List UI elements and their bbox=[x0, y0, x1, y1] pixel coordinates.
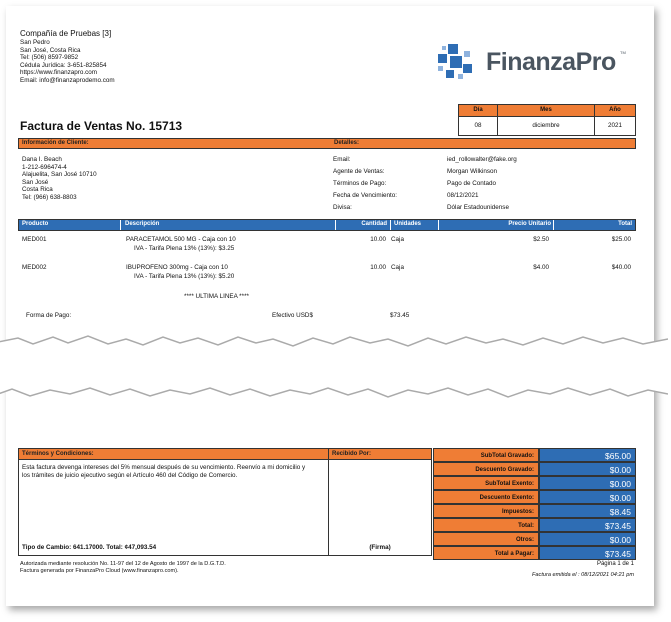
company-line: Email: info@finanzaprodemo.com bbox=[20, 76, 115, 84]
invoice-sheet bbox=[6, 6, 654, 606]
summary-value: $0.00 bbox=[539, 490, 636, 504]
company-line: Tel: (506) 8597-9852 bbox=[20, 54, 79, 62]
footer-generated: Factura generada por FinanzaPro Cloud (www.finanzapro.com). bbox=[20, 568, 179, 574]
terms-text: Esta factura devenga intereses del 5% mensual después de su vencimiento. Reenvío a mi domicilio y los trámites de juicio ejecutivo según el Artículo 460 del Código de Comercio. bbox=[22, 464, 306, 479]
signature-label: (Firma) bbox=[369, 544, 391, 551]
client-line: 1-212-696474-4 bbox=[22, 163, 67, 171]
invoice-title: Factura de Ventas No. 15713 bbox=[20, 119, 183, 133]
finanzapro-logo bbox=[434, 40, 634, 88]
summary-label: Descuento Gravado: bbox=[433, 462, 539, 476]
month-header: Mes bbox=[497, 104, 595, 117]
item-product: MED001 bbox=[22, 236, 47, 243]
summary-label: Total: bbox=[433, 518, 539, 532]
item-total: $40.00 bbox=[611, 264, 631, 271]
terms-header: Términos y Condiciones: bbox=[18, 448, 329, 460]
summary-label: Impuestos: bbox=[433, 504, 539, 518]
client-line: Alajuelita, San José 10710 bbox=[22, 171, 97, 179]
summary-value: $0.00 bbox=[539, 532, 636, 546]
client-line: Tel: (966) 638-8803 bbox=[22, 193, 77, 201]
received-box bbox=[328, 459, 432, 556]
col-price: Precio Unitario bbox=[508, 221, 551, 227]
day-value: 08 bbox=[458, 116, 498, 136]
details-row: Términos de Pago: Pago de Contado bbox=[333, 180, 497, 187]
summary-label: Otros: bbox=[433, 532, 539, 546]
item-unit: Caja bbox=[391, 236, 404, 243]
payment-amount: $73.45 bbox=[390, 312, 410, 319]
details-info bbox=[333, 156, 633, 216]
day-header: Día bbox=[458, 104, 498, 117]
company-line: https://www.finanzapro.com bbox=[20, 69, 97, 77]
summary-value: $0.00 bbox=[539, 476, 636, 490]
footer-authorization: Autorizada mediante resolución No. 11-97 del 12 de Agosto de 1997 de la D.G.T.D. bbox=[20, 561, 226, 567]
year-value: 2021 bbox=[594, 116, 636, 136]
last-line-marker: **** ULTIMA LINEA **** bbox=[184, 293, 249, 300]
details-row: Agente de Ventas: Morgan Wilkinson bbox=[333, 168, 498, 175]
items-table-header bbox=[18, 219, 636, 231]
col-qty: Cantidad bbox=[361, 221, 387, 227]
summary-label: Descuento Exento: bbox=[433, 490, 539, 504]
client-info-header: Información de Cliente: bbox=[22, 140, 89, 146]
summary-value: $65.00 bbox=[539, 448, 636, 462]
summary-value: $0.00 bbox=[539, 462, 636, 476]
col-divider bbox=[120, 220, 121, 230]
summary-label: SubTotal Gravado: bbox=[433, 448, 539, 462]
summary-value: $73.45 bbox=[539, 518, 636, 532]
table-row bbox=[18, 264, 636, 288]
details-row: Fecha de Vencimiento: 08/12/2021 bbox=[333, 192, 479, 199]
company-line: Cédula Jurídica: 3-651-825854 bbox=[20, 61, 107, 69]
item-description: PARACETAMOL 500 MG - Caja con 10 bbox=[126, 236, 236, 243]
item-tax: IVA - Tarifa Plena 13% (13%): $5.20 bbox=[134, 273, 235, 280]
table-row bbox=[18, 236, 636, 260]
summary-value: $73.45 bbox=[539, 546, 636, 560]
col-product: Producto bbox=[22, 221, 49, 227]
client-info bbox=[22, 156, 97, 202]
page-number: Página 1 de 1 bbox=[596, 561, 634, 567]
item-product: MED002 bbox=[22, 264, 47, 271]
payment-method: Efectivo USD$ bbox=[272, 312, 313, 319]
company-block bbox=[20, 29, 115, 85]
year-header: Año bbox=[594, 104, 636, 117]
col-total: Total bbox=[618, 221, 632, 227]
item-total: $25.00 bbox=[611, 236, 631, 243]
received-header: Recibido Por: bbox=[328, 448, 432, 460]
summary-label: Total a Pagar: bbox=[433, 546, 539, 560]
month-value: diciembre bbox=[497, 116, 595, 136]
item-tax: IVA - Tarifa Plena 13% (13%): $3.25 bbox=[134, 245, 235, 252]
col-unit: Unidades bbox=[394, 221, 422, 227]
company-name: Compañía de Pruebas [3] bbox=[20, 29, 112, 38]
details-row: Divisa: Dólar Estadounidense bbox=[333, 204, 509, 211]
terms-box bbox=[18, 459, 329, 556]
item-qty: 10.00 bbox=[370, 236, 386, 243]
logo-trademark: TM bbox=[620, 50, 626, 55]
summary-table bbox=[433, 448, 636, 560]
summary-value: $8.45 bbox=[539, 504, 636, 518]
logo-text: FinanzaPro bbox=[486, 48, 616, 76]
company-line: San José, Costa Rica bbox=[20, 46, 81, 54]
item-qty: 10.00 bbox=[370, 264, 386, 271]
client-line: San José bbox=[22, 178, 49, 186]
item-price: $2.50 bbox=[533, 236, 549, 243]
torn-edge bbox=[0, 324, 668, 424]
info-header-bar bbox=[18, 138, 636, 149]
client-line: Dana I. Beach bbox=[22, 156, 62, 163]
emitted-date: Factura emitida el : 08/12/2021 04:21 pm bbox=[532, 572, 634, 578]
client-line: Costa Rica bbox=[22, 186, 53, 194]
exchange-rate: Tipo de Cambio: 641.17000. Total: ¢47,093.54 bbox=[22, 544, 157, 551]
payment-label: Forma de Pago: bbox=[26, 312, 72, 319]
item-unit: Caja bbox=[391, 264, 404, 271]
details-header: Detalles: bbox=[334, 140, 360, 146]
company-line: San Pedro bbox=[20, 39, 50, 46]
col-description: Descripción bbox=[125, 221, 160, 227]
summary-label: SubTotal Exento: bbox=[433, 476, 539, 490]
item-price: $4.00 bbox=[533, 264, 549, 271]
details-row: Email: ied_rollowalter@fake.org bbox=[333, 156, 517, 163]
item-description: IBUPROFENO 300mg - Caja con 10 bbox=[126, 264, 228, 271]
logo-mark-icon bbox=[434, 42, 478, 84]
